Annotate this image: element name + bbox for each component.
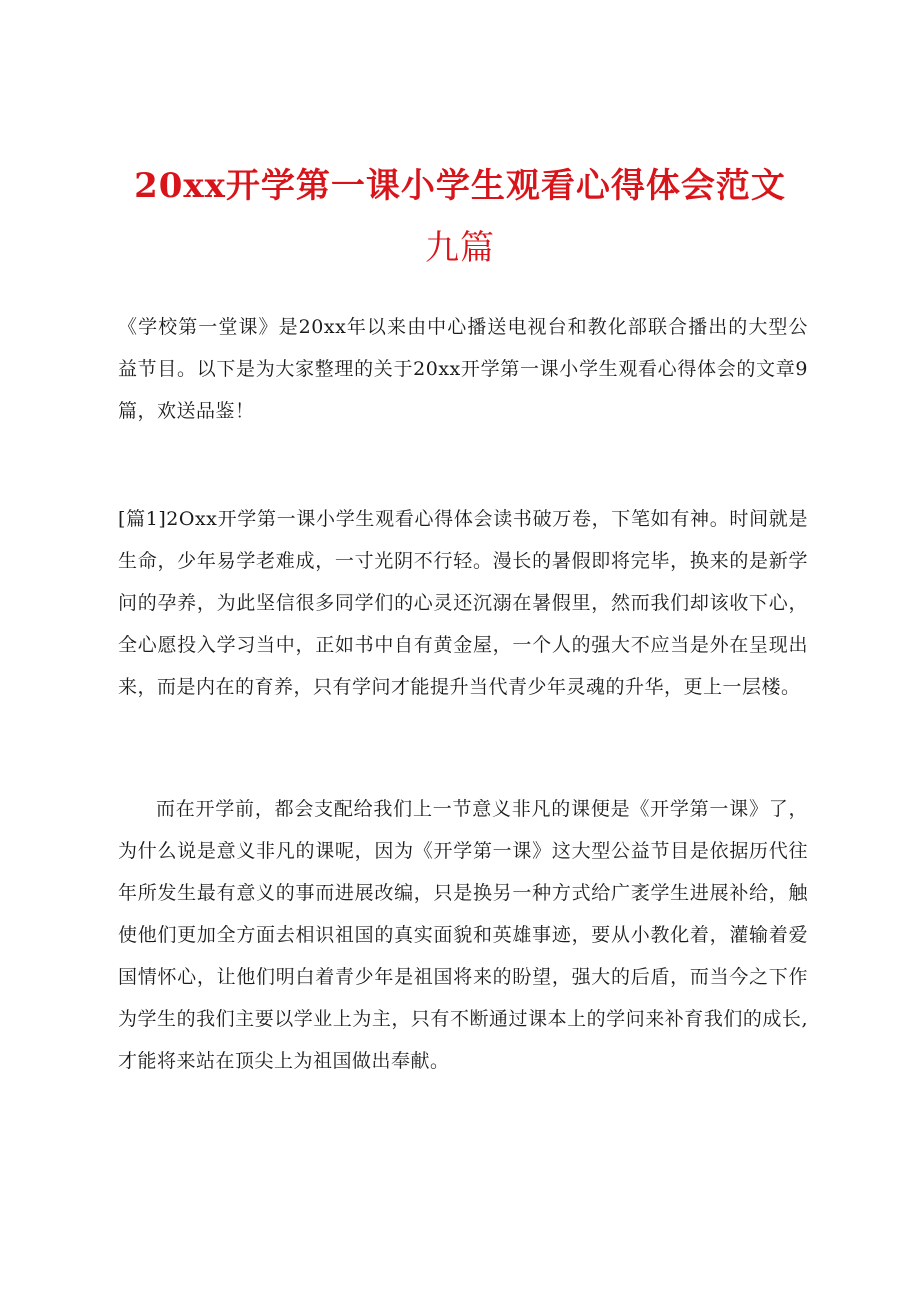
article1-paragraph1: [篇1]2Oxx开学第一课小学生观看心得体会读书破万卷，下笔如有神。时间就是生命，少年易学老难成，一寸光阴不行轻。漫长的暑假即将完毕，换来的是新学问的孕养，为此坚信很多同学们的心灵还沉溺在暑假里，然而我们却该收下心，全心愿投入学习当中，正如书中自有黄金屋，一个人的强大不应当是外在呈现出来，而是内在的育养，只有学问才能提升当代青少年灵魂的升华，更上一层楼。 bbox=[118, 508, 808, 698]
intro-paragraph: 《学校第一堂课》是20xx年以来由中心播送电视台和教化部联合播出的大型公益节目。以下是为大家整理的关于20xx开学第一课小学生观看心得体会的文章9篇，欢送品鉴！ bbox=[118, 316, 808, 422]
document-title-line2: 九篇 bbox=[425, 228, 495, 268]
document-title-line1: 20xx开学第一课小学生观看心得体会范文 bbox=[134, 166, 786, 206]
article1-paragraph2: 而在开学前，都会支配给我们上一节意义非凡的课便是《开学第一课》了，为什么说是意义非凡的课呢，因为《开学第一课》这大型公益节目是依据历代往年所发生最有意义的事而进展改编，只是换另一种方式给广袤学生进展补给，触使他们更加全方面去相识祖国的真实面貌和英雄事迹，要从小教化着，灌输着爱国情怀心，让他们明白着青少年是祖国将来的盼望，强大的后盾，而当今之下作为学生的我们主要以学业上为主，只有不断通过课本上的学问来补育我们的成长,才能将来站在顶尖上为祖国做出奉献。 bbox=[118, 798, 808, 1072]
